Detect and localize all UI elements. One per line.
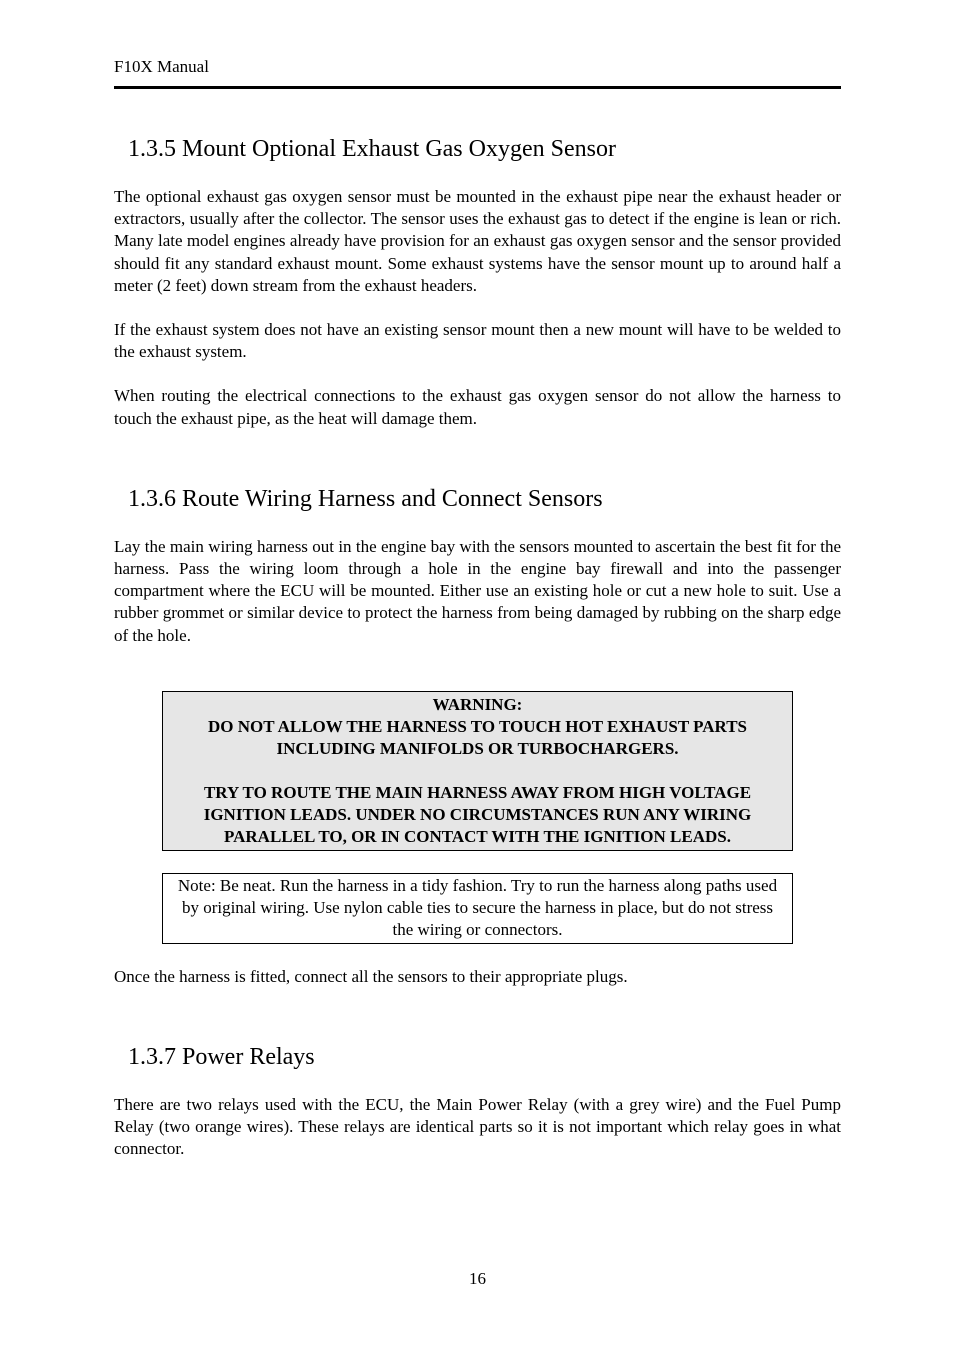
- manual-page: [114, 0, 841, 1351]
- page-number: 16: [469, 1269, 486, 1288]
- paragraph: The optional exhaust gas oxygen sensor must be mounted in the exhaust pipe near the exhaust header or extractors, usually after the collector. The sensor uses the exhaust gas to detect if the engine is lean or rich. Many late model engines already have provision for an exhaust gas oxygen sensor and the sensor provided should fit any standard exhaust mount. Some exhaust systems have the sensor mount up to around half a meter (2 feet) down stream from the exhaust headers.: [114, 187, 841, 295]
- paragraph: If the exhaust system does not have an existing sensor mount then a new mount will have to be welded to the exhaust system.: [114, 320, 841, 362]
- section-heading: 1.3.6 Route Wiring Harness and Connect Sensors: [128, 485, 603, 512]
- section-heading: 1.3.5 Mount Optional Exhaust Gas Oxygen Sensor: [128, 136, 616, 162]
- section-1-3-5: [114, 134, 841, 430]
- paragraph: There are two relays used with the ECU, the Main Power Relay (with a grey wire) and the Fuel Pump Relay (two orange wires). These relays are identical parts so it is not important which relay goes in what connector.: [114, 1095, 841, 1159]
- paragraph: When routing the electrical connections to the exhaust gas oxygen sensor do not allow the harness to touch the exhaust pipe, as the heat will damage them.: [114, 386, 841, 428]
- page-content: [114, 120, 841, 1183]
- section-1-3-6: [114, 484, 841, 988]
- paragraph: Lay the main wiring harness out in the engine bay with the sensors mounted to ascertain the best fit for the harness. Pass the wiring loom through a hole in the engine bay firewall and into the passenger compartment where the ECU will be mounted. Either use an existing hole or cut a new hole to suit. Use a rubber grommet or similar device to protect the harness from being damaged by rubbing on the sharp edge of the hole.: [114, 536, 841, 645]
- paragraph: Once the harness is fitted, connect all the sensors to their appropriate plugs.: [114, 966, 628, 986]
- warning-text: DO NOT ALLOW THE HARNESS TO TOUCH HOT EXHAUST PARTS INCLUDING MANIFOLDS OR TURBOCHARGERS.: [207, 716, 747, 758]
- warning-text: TRY TO ROUTE THE MAIN HARNESS AWAY FROM HIGH VOLTAGE IGNITION LEADS. UNDER NO CIRCUMSTANCES RUN ANY WIRING PARALLEL TO, OR IN CONTACT WITH THE IGNITION LEADS.: [203, 782, 752, 846]
- section-1-3-7: [114, 1042, 841, 1161]
- warning-title: WARNING:: [432, 694, 523, 714]
- running-header: F10X Manual: [114, 57, 209, 76]
- note-box: Note: Be neat. Run the harness in a tidy fashion. Try to run the harness along paths used by original wiring. Use nylon cable ties to secure the harness in place, but do not stress the wiring or connectors.: [162, 873, 793, 944]
- warning-box: [162, 691, 793, 851]
- section-heading: 1.3.7 Power Relays: [128, 1044, 315, 1071]
- header-rule: [114, 86, 841, 89]
